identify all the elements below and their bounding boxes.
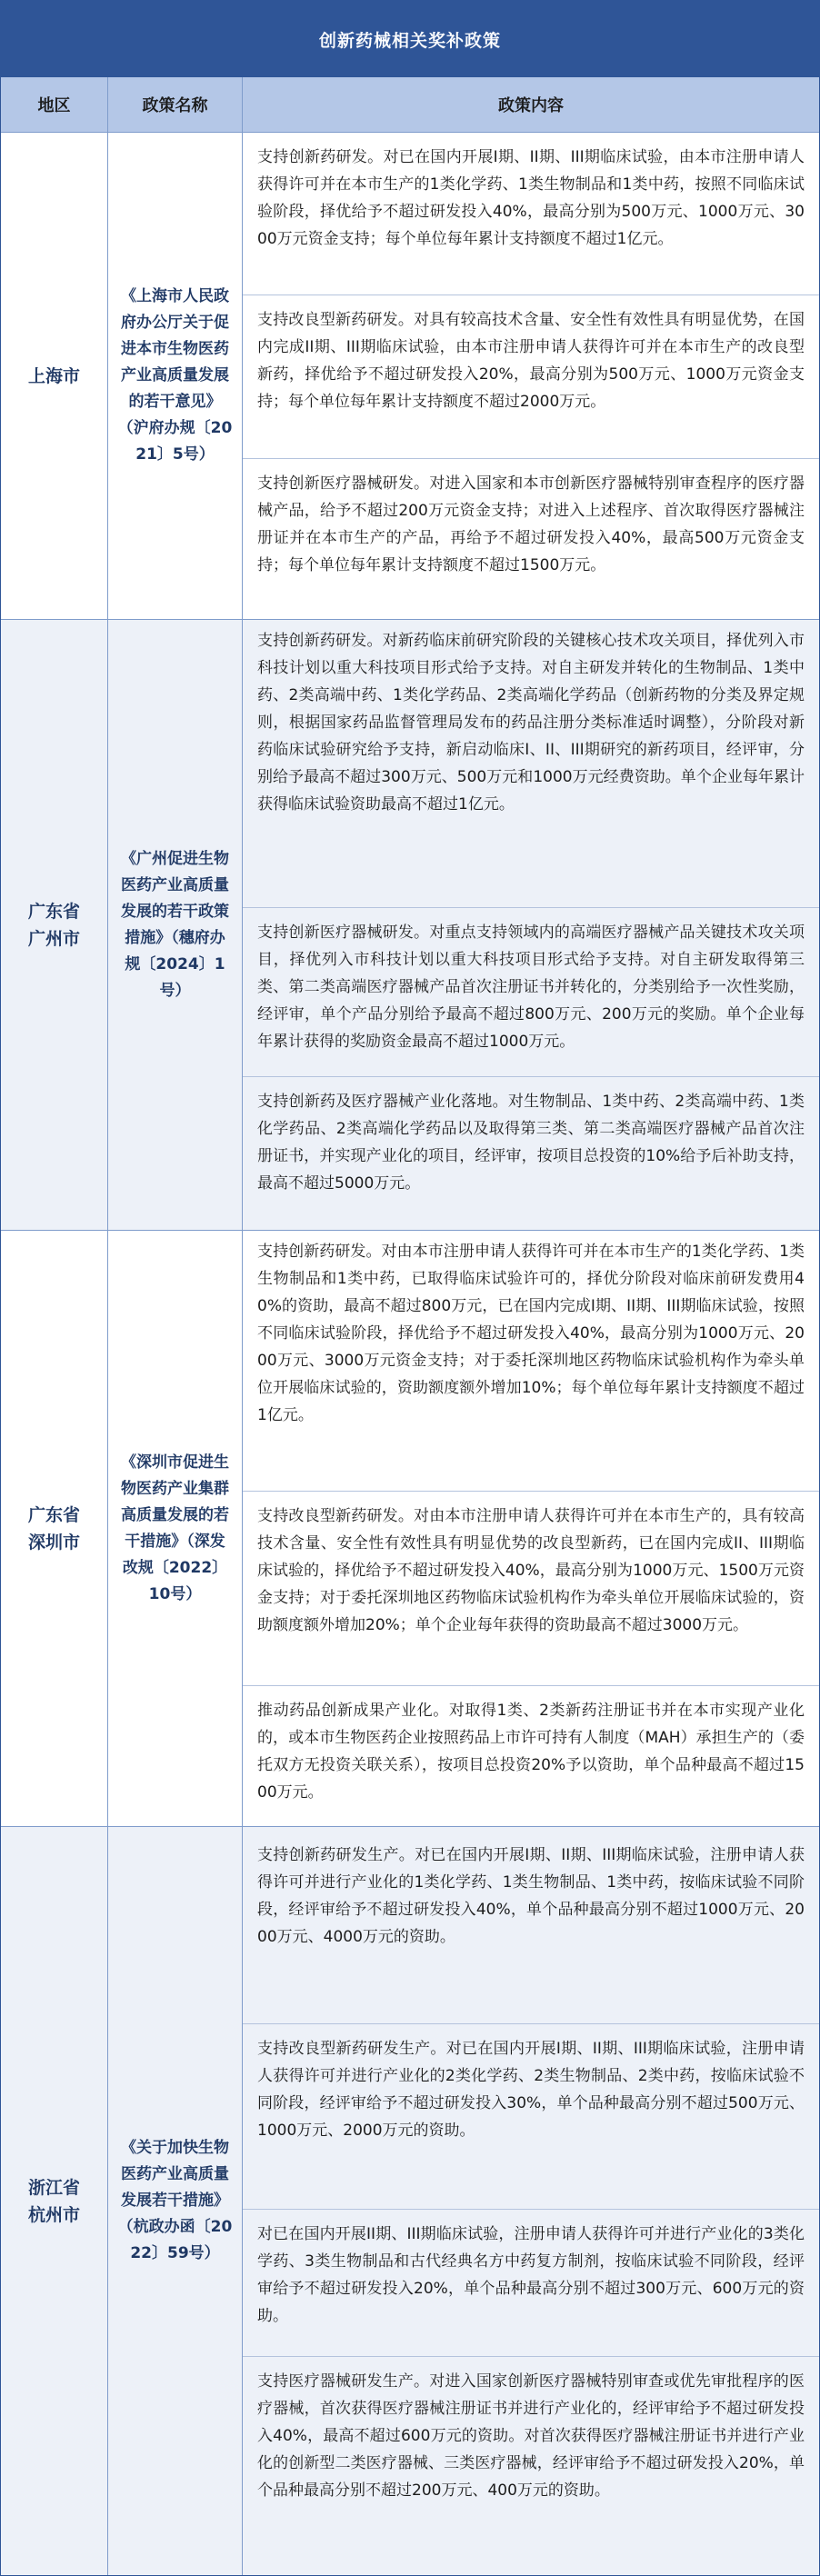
region-label: 广东省广州市 [27, 901, 80, 949]
policy-name-cell: 《广州促进生物医药产业高质量发展的若干政策措施》（穗府办规〔2024〕1号） [121, 849, 229, 1000]
header-policy: 政策名称 [108, 77, 243, 132]
policy-name-cell: 《上海市人民政府办公厅关于促进本市生物医药产业高质量发展的若干意见》（沪府办规〔2021〕5号） [117, 287, 233, 464]
policy-content-cell [243, 1231, 819, 1826]
table-title: 创新药械相关奖补政策 [1, 1, 819, 77]
table-row [1, 619, 819, 1230]
policy-paragraph: 支持创新医疗器械研发。对进入国家和本市创新医疗器械特别审查程序的医疗器械产品，给予不超过200万元资金支持；对进入上述程序、首次取得医疗器械注册证并在本市生产的产品，再给予不超过研发投入40%，最高500万元资金支持；每个单位每年累计支持额度不超过1500万元。 [243, 458, 819, 618]
region-cell: 上海市 [27, 365, 80, 386]
policy-name-cell: 《关于加快生物医药产业高质量发展若干措施》（杭政办函〔2022〕59号） [117, 2139, 233, 2262]
table-row [1, 132, 819, 619]
region-label: 浙江省杭州市 [27, 2177, 80, 2225]
policy-paragraph: 支持创新药研发。对新药临床前研究阶段的关键核心技术攻关项目，择优列入市科技计划以重大科技项目形式给予支持。对自主研发并转化的生物制品、1类中药、2类高端中药、1类化学药品、2类高端化学药品（创新药物的分类及界定规则，根据国家药品监督管理局发布的药品注册分类标准适时调整），分阶段对新药临床试验研究给予支持，新启动临床I、II、III期研究的新药项目，经评审，分别给予最高不超过300万元、500万元和1000万元经费资助。单个企业每年累计获得临床试验资助最高不超过1亿元。 [257, 632, 805, 814]
region-cell [1, 1827, 107, 2575]
region-cell [1, 1231, 107, 1826]
header-content: 政策内容 [498, 96, 564, 115]
policy-content-cell [243, 1827, 819, 2575]
policy-paragraph: 推动药品创新成果产业化。对取得1类、2类新药注册证书并在本市实现产业化的，或本市生物医药企业按照药品上市许可持有人制度（MAH）承担生产的（委托双方无投资关联关系），按项目总投资20%予以资助，单个品种最高不超过1500万元。 [243, 1685, 819, 1825]
region-cell [1, 620, 107, 1230]
policy-content-cell [243, 133, 819, 619]
policy-paragraph: 支持创新医疗器械研发。对重点支持领域内的高端医疗器械产品关键技术攻关项目，择优列入市科技计划以重大科技项目形式给予支持。对自主研发取得第三类、第二类高端医疗器械产品首次注册证书并转化的，分类别给予一次性奖励，经评审，单个产品分别给予最高不超过800万元、200万元的奖励。单个企业每年累计获得的奖励资金最高不超过1000万元。 [243, 907, 819, 1074]
policy-content-cell [243, 620, 819, 1230]
policy-paragraph: 支持医疗器械研发生产。对进入国家创新医疗器械特别审查或优先审批程序的医疗器械，首次获得医疗器械注册证书并进行产业化的，经评审给予不超过研发投入40%，最高不超过600万元的资助。对首次获得医疗器械注册证书并进行产业化的创新型二类医疗器械、三类医疗器械，经评审给予不超过研发投入20%，单个品种最高分别不超过200万元、400万元的资助。 [243, 2356, 819, 2574]
policy-name-cell: 《深圳市促进生物医药产业集群高质量发展的若干措施》（深发改规〔2022〕10号） [121, 1453, 229, 1603]
policy-paragraph: 支持创新药研发生产。对已在国内开展I期、II期、III期临床试验，注册申请人获得许可并进行产业化的1类化学药、1类生物制品、1类中药，按临床试验不同阶段，经评审给予不超过研发投入40%，单个品种最高分别不超过1000万元、2000万元、4000万元的资助。 [257, 1846, 805, 1946]
policy-paragraph: 支持创新药研发。对由本市注册申请人获得许可并在本市生产的1类化学药、1类生物制品和1类中药，已取得临床试验许可的，择优分阶段对临床前研发费用40%的资助，最高不超过800万元，已在国内完成I期、II期、III期临床试验，按照不同临床试验阶段，择优给予不超过研发投入40%，最高分别为1000万元、2000万元、3000万元资金支持；对于委托深圳地区药物临床试验机构作为牵头单位开展临床试验的，资助额度额外增加10%；每个单位每年累计支持额度不超过1亿元。 [257, 1243, 805, 1424]
policy-paragraph: 对已在国内开展II期、III期临床试验，注册申请人获得许可并进行产业化的3类化学药、3类生物制品和古代经典名方中药复方制剂，按临床试验不同阶段，经评审给予不超过研发投入20%，单个品种最高分别不超过300万元、600万元的资助。 [243, 2209, 819, 2354]
table-row [1, 1826, 819, 2575]
header-row [1, 77, 819, 133]
policy-paragraph: 支持改良型新药研发生产。对已在国内开展I期、II期、III期临床试验，注册申请人获得许可并进行产业化的2类化学药、2类生物制品、2类中药，按临床试验不同阶段，经评审给予不超过研发投入30%，单个品种最高分别不超过500万元、1000万元、2000万元的资助。 [243, 2023, 819, 2207]
region-label: 广东省深圳市 [27, 1504, 80, 1553]
table-row [1, 1230, 819, 1826]
policy-paragraph: 支持创新药及医疗器械产业化落地。对生物制品、1类中药、2类高端中药、1类化学药品、2类高端化学药品以及取得第三类、第二类高端医疗器械产品首次注册证书，并实现产业化的项目，经评审，按项目总投资的10%给予后补助支持，最高不超过5000万元。 [243, 1076, 819, 1229]
policy-paragraph: 支持改良型新药研发。对具有较高技术含量、安全性有效性具有明显优势，在国内完成II期、III期临床试验，由本市注册申请人获得许可并在本市生产的改良型新药，择优给予不超过研发投入20%，最高分别为500万元、1000万元资金支持；每个单位每年累计支持额度不超过2000万元。 [243, 295, 819, 456]
policy-paragraph: 支持改良型新药研发。对由本市注册申请人获得许可并在本市生产的，具有较高技术含量、安全性有效性具有明显优势的改良型新药，已在国内完成II、III期临床试验的，择优给予不超过研发投入40%，最高分别为1000万元、1500万元资金支持；对于委托深圳地区药物临床试验机构作为牵头单位开展临床试验的，资助额度额外增加20%；单个企业每年获得的资助最高不超过3000万元。 [243, 1491, 819, 1683]
policy-paragraph: 支持创新药研发。对已在国内开展I期、II期、III期临床试验，由本市注册申请人获得许可并在本市生产的1类化学药、1类生物制品和1类中药，按照不同临床试验阶段，择优给予不超过研发投入40%，最高分别为500万元、1000万元、3000万元资金支持；每个单位每年累计支持额度不超过1亿元。 [257, 148, 805, 248]
header-region: 地区 [1, 77, 108, 132]
